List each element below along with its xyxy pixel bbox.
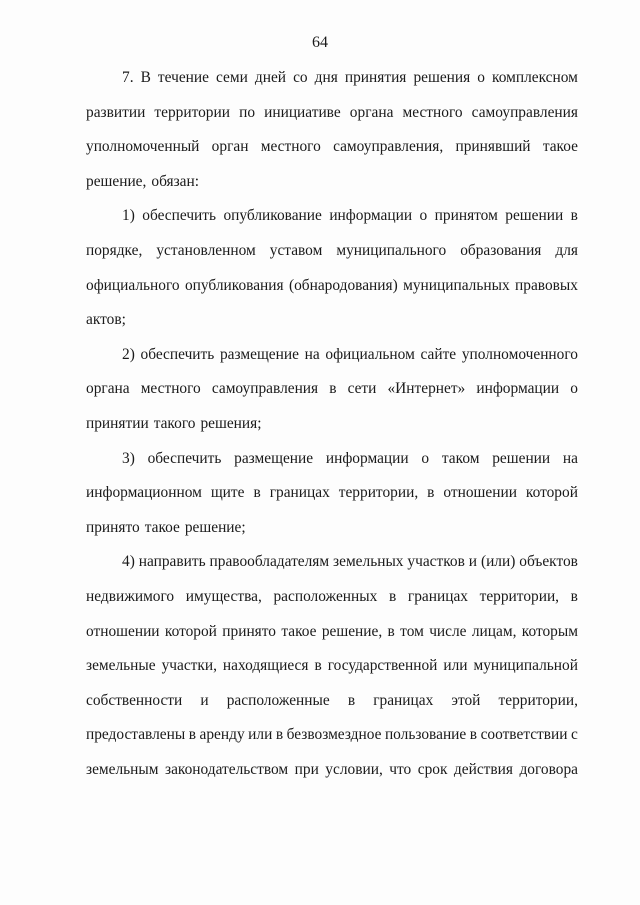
text-line xyxy=(86,620,578,655)
word: с xyxy=(571,726,578,744)
word: обеспечить xyxy=(147,449,222,467)
word: актов; xyxy=(86,311,126,329)
word: органа xyxy=(86,380,130,398)
text-line xyxy=(86,723,578,758)
word: муниципальной xyxy=(473,657,578,675)
word: дня xyxy=(314,69,338,86)
word: местного xyxy=(140,380,201,398)
word: решении xyxy=(505,207,564,225)
word: сайте xyxy=(420,345,457,363)
word: комплексном xyxy=(492,69,578,86)
word: числе xyxy=(429,622,467,640)
word: обеспечить xyxy=(140,345,215,363)
word: территории xyxy=(154,103,230,121)
word: принятом xyxy=(434,207,498,225)
word: срок xyxy=(417,760,448,778)
word: участков xyxy=(407,553,465,571)
word: в xyxy=(388,587,397,605)
word: размещение xyxy=(219,345,299,363)
word: находящиеся xyxy=(222,657,309,675)
word: щите xyxy=(210,484,245,502)
word: информации xyxy=(329,207,413,225)
text-line xyxy=(86,447,578,482)
text-line xyxy=(86,377,578,412)
word: дней xyxy=(254,69,287,86)
word: которым xyxy=(521,622,578,640)
text-line xyxy=(86,204,578,239)
word: орган xyxy=(211,138,249,156)
word: такое xyxy=(144,518,180,536)
word: уполномоченного xyxy=(461,345,578,363)
word: образования xyxy=(460,241,542,259)
word: правообладателям xyxy=(209,553,330,571)
word: 1) xyxy=(122,207,135,225)
word: аренду xyxy=(199,726,245,744)
word: или xyxy=(248,726,273,744)
word: решения xyxy=(413,69,471,86)
word: правовых xyxy=(515,276,578,294)
text-line xyxy=(86,550,578,585)
word: недвижимого xyxy=(86,587,175,605)
word: такое xyxy=(542,138,578,156)
word: принятии xyxy=(86,414,149,432)
word: договора xyxy=(519,760,578,778)
word: решении xyxy=(492,449,551,467)
text-line xyxy=(86,758,578,793)
word: принято xyxy=(222,622,276,640)
word: участки, xyxy=(161,657,217,675)
word: для xyxy=(555,241,578,259)
word: официальном xyxy=(325,345,415,363)
word: этой xyxy=(451,691,481,709)
word: самоуправления xyxy=(211,380,319,398)
text-line xyxy=(86,170,578,205)
word: сети xyxy=(347,380,377,398)
word: в xyxy=(275,726,284,744)
word: инициативе xyxy=(264,103,341,121)
text-line xyxy=(86,481,578,516)
word: установленном xyxy=(156,241,256,259)
word: 7. xyxy=(122,69,134,86)
word: на xyxy=(304,345,320,363)
word: земельных xyxy=(333,553,404,571)
word: со xyxy=(293,69,308,86)
word: и xyxy=(468,553,478,571)
word: 3) xyxy=(122,449,135,467)
word: «Интернет» xyxy=(387,380,466,398)
word: порядке, xyxy=(86,241,143,259)
text-line xyxy=(86,412,578,447)
word: соответствии xyxy=(480,726,568,744)
word: в xyxy=(570,207,578,225)
word: границах xyxy=(407,587,468,605)
word: о xyxy=(419,207,428,225)
word: территории, xyxy=(479,587,560,605)
word: или xyxy=(443,657,468,675)
word: решение, xyxy=(86,172,147,190)
word: расположенных xyxy=(273,587,378,605)
text-line xyxy=(86,135,578,170)
text-line xyxy=(86,239,578,274)
word: В xyxy=(140,69,151,86)
word: размещение xyxy=(234,449,314,467)
word: семи xyxy=(216,69,248,86)
word: в xyxy=(570,587,578,605)
word: направить xyxy=(138,553,206,571)
word: муниципального xyxy=(336,241,447,259)
word: и xyxy=(200,691,209,709)
word: действия xyxy=(453,760,513,778)
word: которой xyxy=(164,622,217,640)
word: государственной xyxy=(327,657,438,675)
word: (обнародования) xyxy=(288,276,398,294)
word: уполномоченный xyxy=(86,138,200,156)
word: принятия xyxy=(344,69,407,86)
word: обязан: xyxy=(151,172,200,190)
word: такого xyxy=(153,414,196,432)
word: пользование xyxy=(384,726,467,744)
text-line xyxy=(86,654,578,689)
word: территории, xyxy=(338,484,419,502)
word: принято xyxy=(86,518,140,536)
word: такое xyxy=(281,622,317,640)
word: обеспечить xyxy=(142,207,217,225)
word: принявший xyxy=(455,138,531,156)
word: отношении xyxy=(86,622,160,640)
word: что xyxy=(389,760,412,778)
word: в xyxy=(427,484,435,502)
word: о xyxy=(477,69,485,86)
text-line xyxy=(86,274,578,309)
word: в xyxy=(329,380,337,398)
word: (или) xyxy=(480,553,516,571)
word: официального xyxy=(86,276,180,294)
text-line xyxy=(86,66,578,101)
word: законодательством xyxy=(164,760,289,778)
word: муниципальных xyxy=(403,276,510,294)
word: по xyxy=(239,103,256,121)
word: расположенные xyxy=(226,691,330,709)
word: которой xyxy=(525,484,578,502)
word: самоуправления xyxy=(471,103,578,121)
word: органа xyxy=(349,103,394,121)
word: течение xyxy=(157,69,209,86)
word: предоставлены xyxy=(86,726,186,744)
word: в xyxy=(387,622,395,640)
page-number: 64 xyxy=(312,34,328,51)
body-text xyxy=(86,66,578,792)
text-line xyxy=(86,343,578,378)
word: земельные xyxy=(86,657,156,675)
word: территории, xyxy=(498,691,578,709)
word: собственности xyxy=(86,691,183,709)
word: отношении xyxy=(443,484,517,502)
word: границах xyxy=(269,484,330,502)
word: том xyxy=(400,622,424,640)
word: о xyxy=(421,449,430,467)
word: информации xyxy=(325,449,409,467)
word: 4) xyxy=(122,553,135,571)
word: опубликования xyxy=(184,276,284,294)
text-line xyxy=(86,689,578,724)
word: местного xyxy=(402,103,463,121)
text-line xyxy=(86,308,578,343)
word: таком xyxy=(441,449,480,467)
word: в xyxy=(469,726,478,744)
word: местного xyxy=(260,138,321,156)
word: условии, xyxy=(325,760,383,778)
text-line xyxy=(86,516,578,551)
word: решение, xyxy=(321,622,383,640)
word: информации xyxy=(476,380,560,398)
word: безвозмездное xyxy=(286,726,382,744)
word: 2) xyxy=(122,345,135,363)
word: уставом xyxy=(269,241,323,259)
word: имущества, xyxy=(185,587,262,605)
text-line xyxy=(86,585,578,620)
word: в xyxy=(314,657,322,675)
word: опубликование xyxy=(223,207,322,225)
word: решение; xyxy=(184,518,246,536)
word: земельным xyxy=(86,760,159,778)
word: объектов xyxy=(519,553,578,571)
word: в xyxy=(347,691,356,709)
word: на xyxy=(562,449,578,467)
word: в xyxy=(253,484,261,502)
word: при xyxy=(294,760,319,778)
word: в xyxy=(188,726,196,744)
text-line xyxy=(86,101,578,136)
word: развитии xyxy=(86,103,146,121)
word: самоуправления, xyxy=(333,138,444,156)
word: решения; xyxy=(200,414,262,432)
word: границах xyxy=(373,691,434,709)
word: лицам, xyxy=(471,622,517,640)
word: информационном xyxy=(86,484,202,502)
word: о xyxy=(570,380,578,398)
